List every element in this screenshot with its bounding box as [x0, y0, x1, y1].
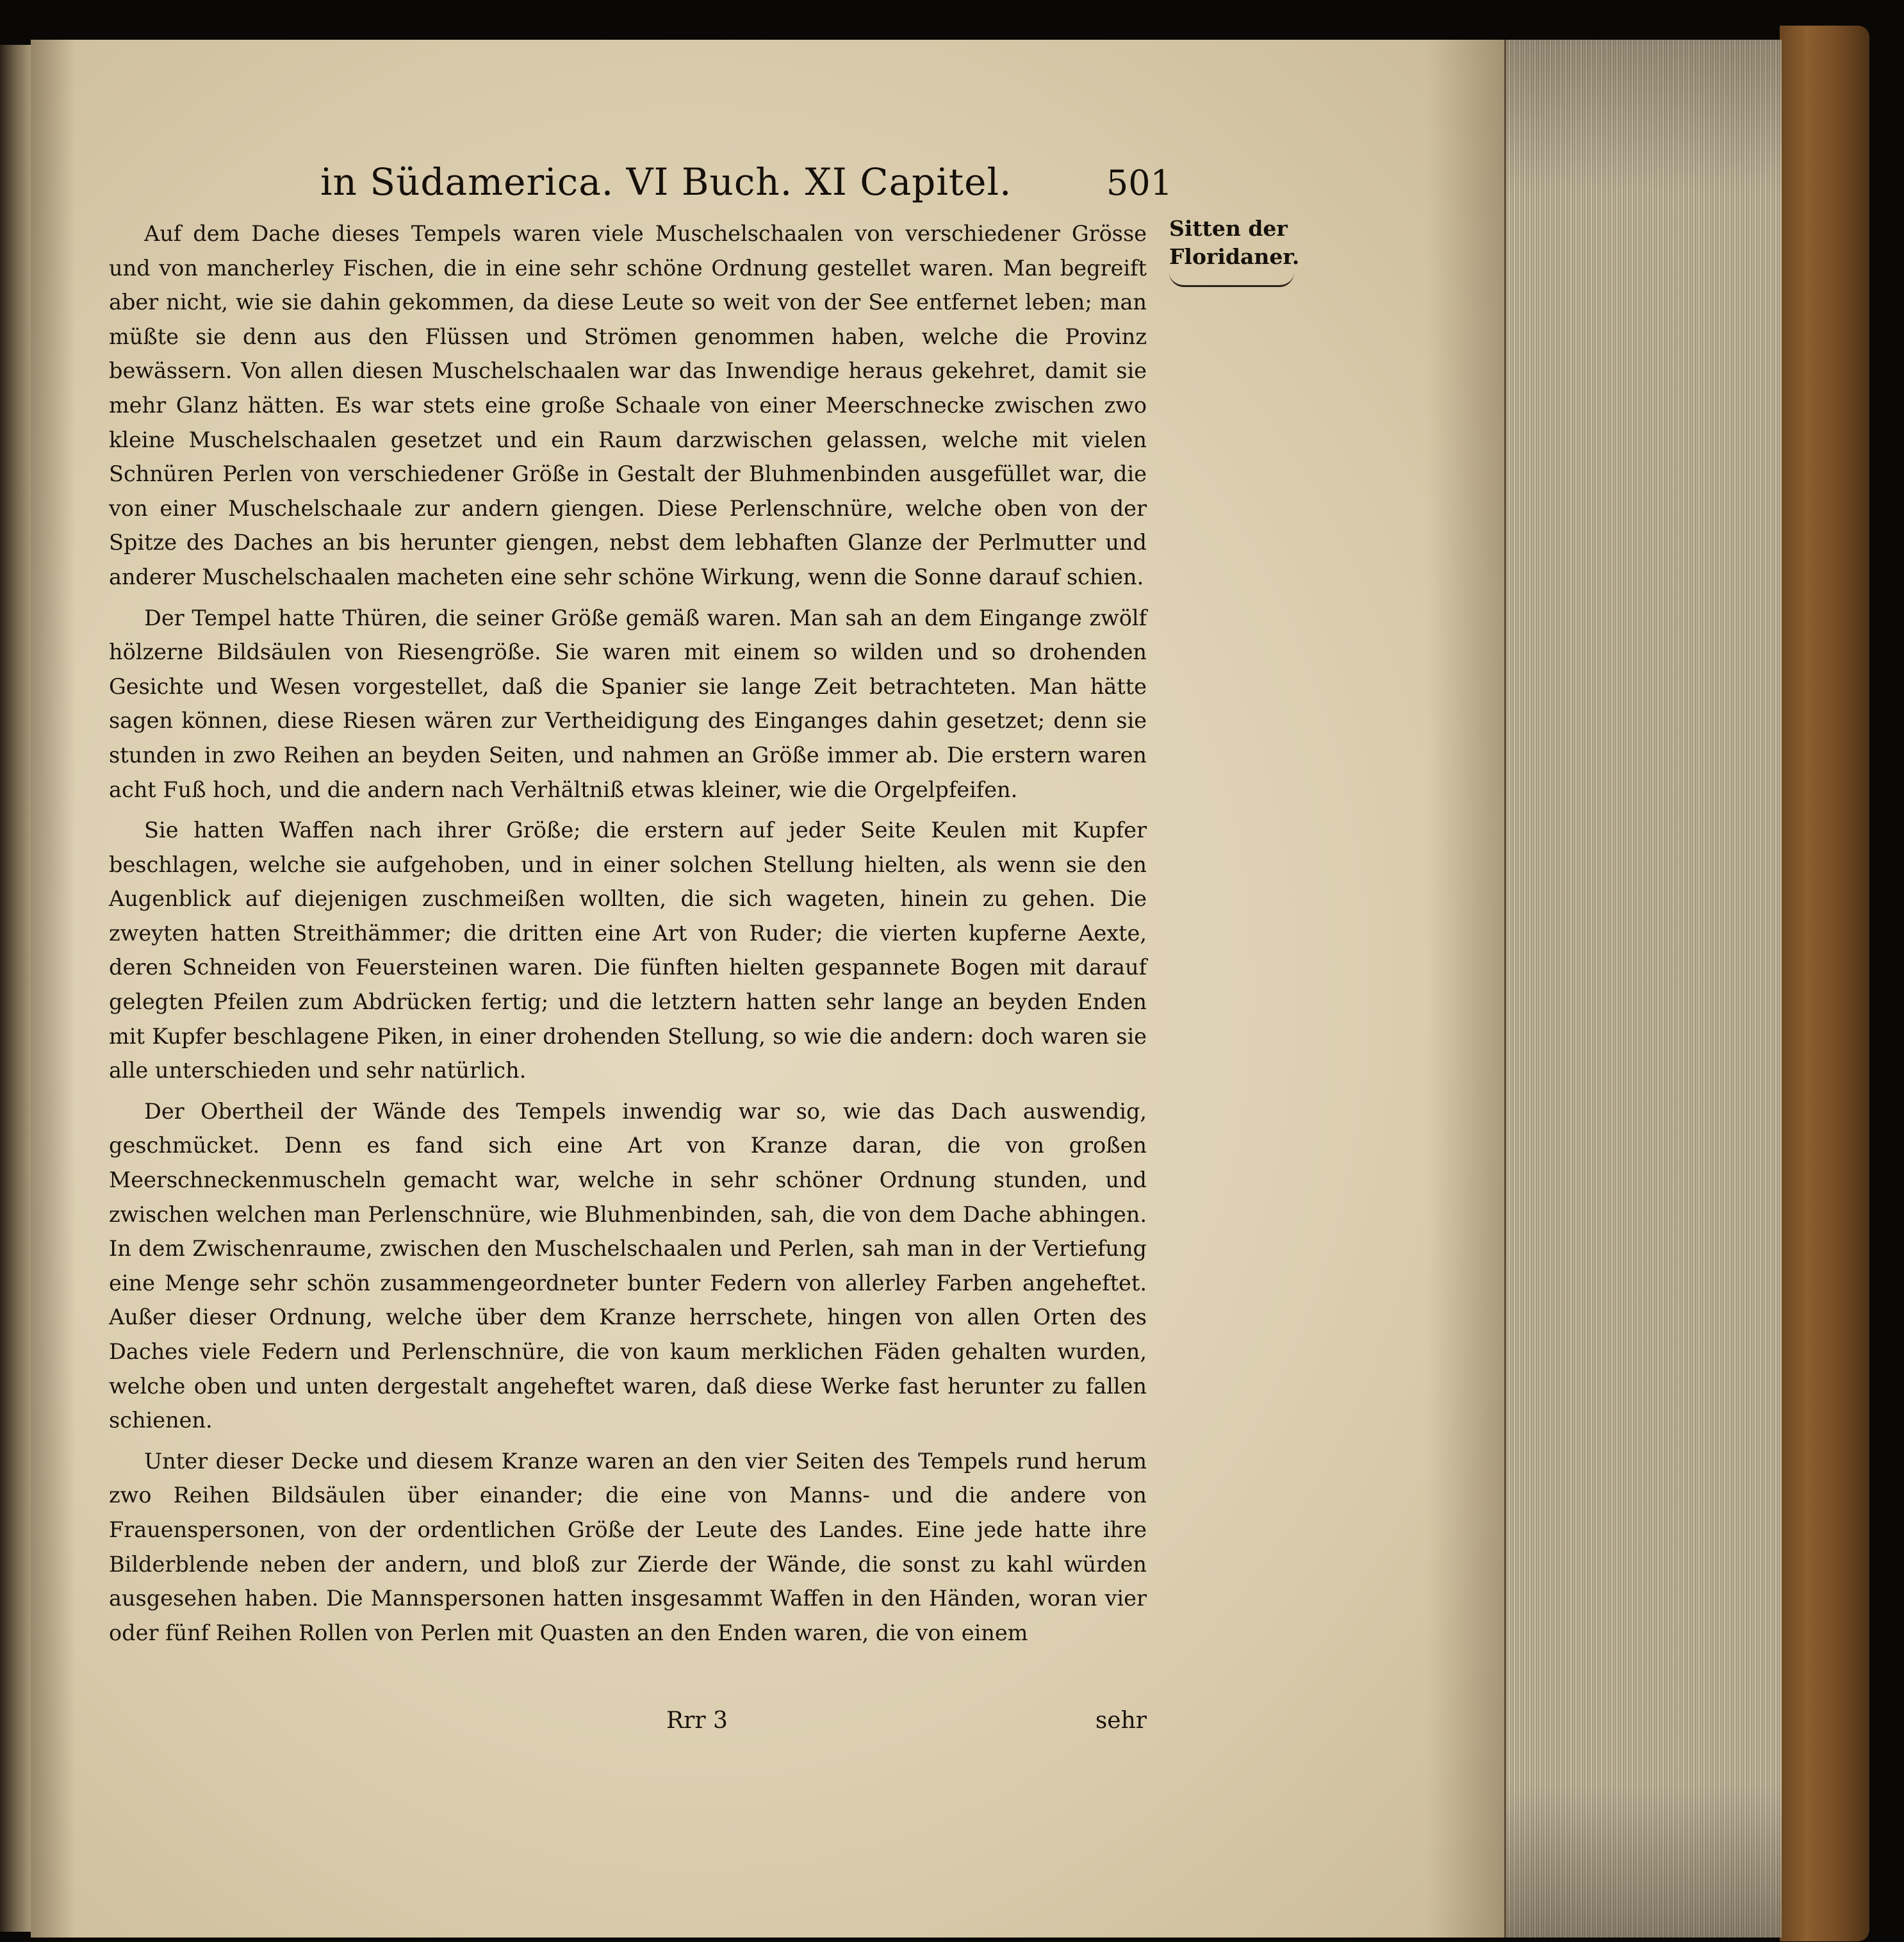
paragraph: Der Obertheil der Wände des Tempels inwendig war so, wie das Dach auswendig, geschmücket. Denn es fand sich eine Art von Kranze daran, die von großen Meerschneckenmuscheln gemacht war, welche in sehr schöner Ordnung stunden, und zwischen welchen man Perlenschnüre, wie Bluhmenbinden, sah, die von dem Dache abhingen. In dem Zwischenraume, zwischen den Muschelschaalen und Perlen, sah man in der Vertiefung eine Menge sehr schön zusammengeordneter bunter Federn von allerley Farben angeheftet. Außer dieser Ordnung, welche über dem Kranze herrschete, hingen von allen Orten des Daches viele Federn und Perlenschnüre, die von kaum merklichen Fäden gehalten wurden, welche oben und unten dergestalt angeheftet waren, daß diese Werke fast herunter zu fallen schienen.	[109, 1098, 1147, 1433]
page-number: 501	[1106, 163, 1172, 203]
paragraph: Auf dem Dache dieses Tempels waren viele Muschelschaalen von verschiedener Grösse und von mancherley Fischen, die in eine sehr schöne Ordnung gestellet waren. Man begreift aber nicht, wie sie dahin gekommen, da diese Leute so weit von der See entfernet leben; man müßte sie denn aus den Flüssen und Strömen genommen haben, welche die Provinz bewässern. Von allen diesen Muschelschaalen war das Inwendige heraus gekehret, damit sie mehr Glanz hätten. Es war stets eine große Schaale von einer Meerschnecke zwischen zwo kleine Muschelschaalen gesetzet und ein Raum darzwischen gelassen, welche mit vielen Schnüren Perlen von verschiedener Größe in Gestalt der Bluhmenbinden ausgefüllet war, die von einer Muschelschaale zur andern giengen. Diese Perlenschnüre, welche oben von der Spitze des Daches an bis herunter giengen, nebst dem lebhaften Glanze der Perlmutter und anderer Muschelschaalen macheten eine sehr schöne Wirkung, wenn die Sonne darauf schien.	[109, 221, 1147, 589]
book-cover	[1780, 26, 1869, 1941]
page-footer	[109, 1707, 1147, 1746]
signature-mark: Rrr 3	[666, 1707, 728, 1734]
paragraph: Der Tempel hatte Thüren, die seiner Größe gemäß waren. Man sah an dem Eingange zwölf hölzerne Bildsäulen von Riesengröße. Sie waren mit einem so wilden und so drohenden Gesichte und Wesen vorgestellet, daß die Spanier sie lange Zeit betrachteten. Man hätte sagen können, diese Riesen wären zur Vertheidigung des Einganges dahin gesetzet; denn sie stunden in zwo Reihen an beyden Seiten, und nahmen an Größe immer ab. Die erstern waren acht Fuß hoch, und die andern nach Verhältniß etwas kleiner, wie die Orgelpfeifen.	[109, 605, 1147, 802]
body-text	[109, 217, 1147, 1656]
page-header	[320, 160, 1172, 211]
marginal-note-text: Sitten der Floridaner.	[1169, 216, 1300, 269]
running-title: in Südamerica. VI Buch. XI Capitel.	[320, 160, 1012, 204]
paragraph: Sie hatten Waffen nach ihrer Größe; die erstern auf jeder Seite Keulen mit Kupfer beschlagen, welche sie aufgehoben, und in einer solchen Stellung hielten, als wenn sie den Augenblick auf diejenigen zuschmeißen wollten, die sich wageten, hinein zu gehen. Die zweyten hatten Streithämmer; die dritten eine Art von Ruder; die vierten kupferne Aexte, deren Schneiden von Feuersteinen waren. Die fünften hielten gespannete Bogen mit darauf gelegten Pfeilen zum Abdrücken fertig; und die letztern hatten sehr lange an beyden Enden mit Kupfer beschlagene Piken, in einer drohenden Stellung, so wie die andern: doch waren sie alle unterschieden und sehr natürlich.	[109, 818, 1147, 1083]
marginal-note	[1169, 215, 1304, 287]
catchword: sehr	[1095, 1707, 1147, 1734]
facing-page-edge	[0, 45, 33, 1932]
page-edges	[1504, 40, 1782, 1938]
paragraph: Unter dieser Decke und diesem Kranze waren an den vier Seiten des Tempels rund herum zwo Reihen Bildsäulen über einander; die eine von Manns- und die andere von Frauenspersonen, von der ordentlichen Größe der Leute des Landes. Eine jede hatte ihre Bilderblende neben der andern, und bloß zur Zierde der Wände, die sonst zu kahl würden ausgesehen haben. Die Mannspersonen hatten insgesammt Waffen in den Händen, woran vier oder fünf Reihen Rollen von Perlen mit Quasten an den Enden waren, die von einem	[109, 1448, 1147, 1645]
brace-mark	[1169, 272, 1294, 287]
